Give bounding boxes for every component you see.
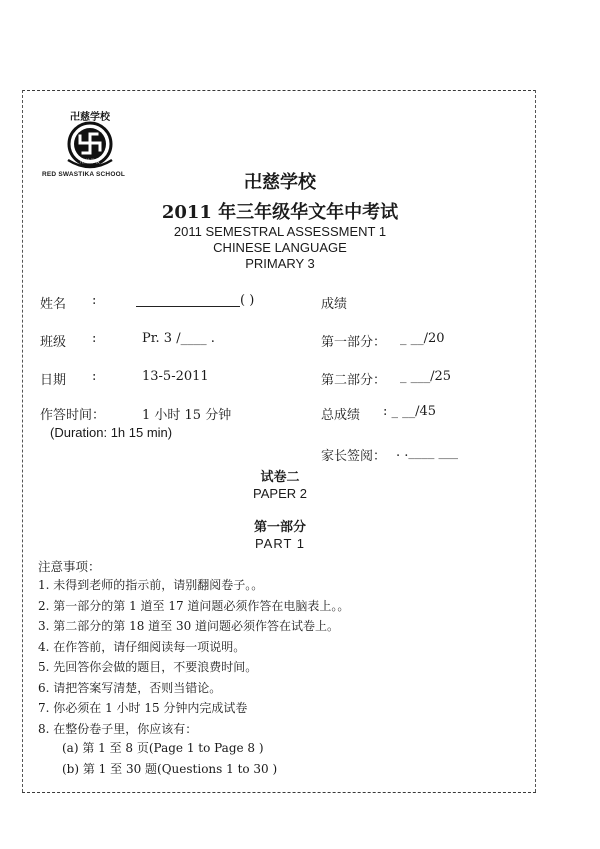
time-label: 作答时间： [40, 408, 106, 423]
part1-score-value[interactable]: _ __/20 [400, 331, 445, 346]
instruction-item: 2. 第一部分的第 1 道至 17 道问题必须作答在电脑表上。。 [38, 598, 350, 613]
instructions-title: 注意事项： [38, 559, 101, 574]
date-value: 13-5-2011 [142, 369, 209, 384]
paper-title-chinese: 试卷二 [260, 470, 300, 485]
part2-score-value[interactable]: _ ___/25 [400, 369, 452, 384]
subject-title-english: CHINESE LANGUAGE [213, 240, 347, 255]
instruction-item: 4. 在作答前，请仔细阅读每一项说明。 [38, 639, 246, 654]
total-score-value[interactable]: : _ __/45 [383, 404, 437, 419]
instruction-item: 1. 未得到老师的指示前，请别翻阅卷子。。 [38, 578, 264, 592]
class-colon: : [92, 331, 97, 346]
duration-english: (Duration: 1h 15 min) [50, 425, 173, 440]
class-label: 班级 [40, 335, 67, 350]
part-title-english: PART 1 [254, 536, 306, 551]
parent-signature-line[interactable]: . .____ ___ [396, 445, 459, 460]
frame-right-border [535, 90, 536, 792]
logo-text-top: 卍慈学校 [70, 112, 110, 123]
school-name-chinese: 卍慈学校 [244, 172, 316, 193]
time-value: 1 小时 15 分钟 [142, 408, 232, 423]
instruction-subitem-a: (a) 第 1 至 8 页(Page 1 to Page 8 ) [62, 741, 264, 755]
exam-title-chinese: 2011 年三年级华文年中考试 [161, 202, 399, 223]
instructions-list [38, 575, 349, 739]
class-value[interactable]: Pr. 3 /____ . [142, 331, 215, 346]
frame-top-border [22, 90, 536, 91]
name-field-line[interactable] [136, 306, 240, 307]
frame-left-border [22, 90, 23, 792]
instruction-item: 7. 你必须在 1 小时 15 分钟内完成试卷 [38, 701, 248, 715]
instruction-item: 8. 在整份卷子里，你应该有： [38, 721, 198, 736]
school-logo [56, 108, 124, 172]
part2-score-label: 第二部分： [321, 373, 387, 388]
paper-title-english: PAPER 2 [253, 486, 307, 501]
exam-title-english: 2011 SEMESTRAL ASSESSMENT 1 [173, 224, 387, 239]
level-title-english: PRIMARY 3 [245, 256, 315, 271]
total-score-label: 总成绩 [321, 408, 361, 423]
part-title-chinese: 第一部分 [253, 520, 306, 535]
frame-bottom-border [22, 792, 536, 793]
instruction-item: 5. 先回答你会做的题目，不要浪费时间。 [38, 660, 258, 674]
instruction-item: 3. 第二部分的第 18 道至 30 道问题必须作答在试卷上。 [38, 619, 340, 633]
name-label: 姓名 [40, 297, 67, 312]
school-name-english: RED SWASTIKA SCHOOL [42, 171, 126, 178]
logo-text-mid: 卍慈学校 [79, 159, 101, 165]
instruction-subitem-b: (b) 第 1 至 30 题(Questions 1 to 30 ) [62, 762, 278, 776]
name-index-paren: ( ) [240, 293, 255, 308]
part1-score-label: 第一部分： [321, 335, 387, 350]
instruction-item: 6. 请把答案写清楚，否则当错论。 [38, 680, 222, 695]
date-colon: : [92, 369, 97, 384]
parent-signature-label: 家长签阅： [321, 449, 387, 464]
date-label: 日期 [40, 373, 67, 388]
score-label: 成绩 [321, 297, 348, 312]
name-colon: : [92, 293, 97, 308]
